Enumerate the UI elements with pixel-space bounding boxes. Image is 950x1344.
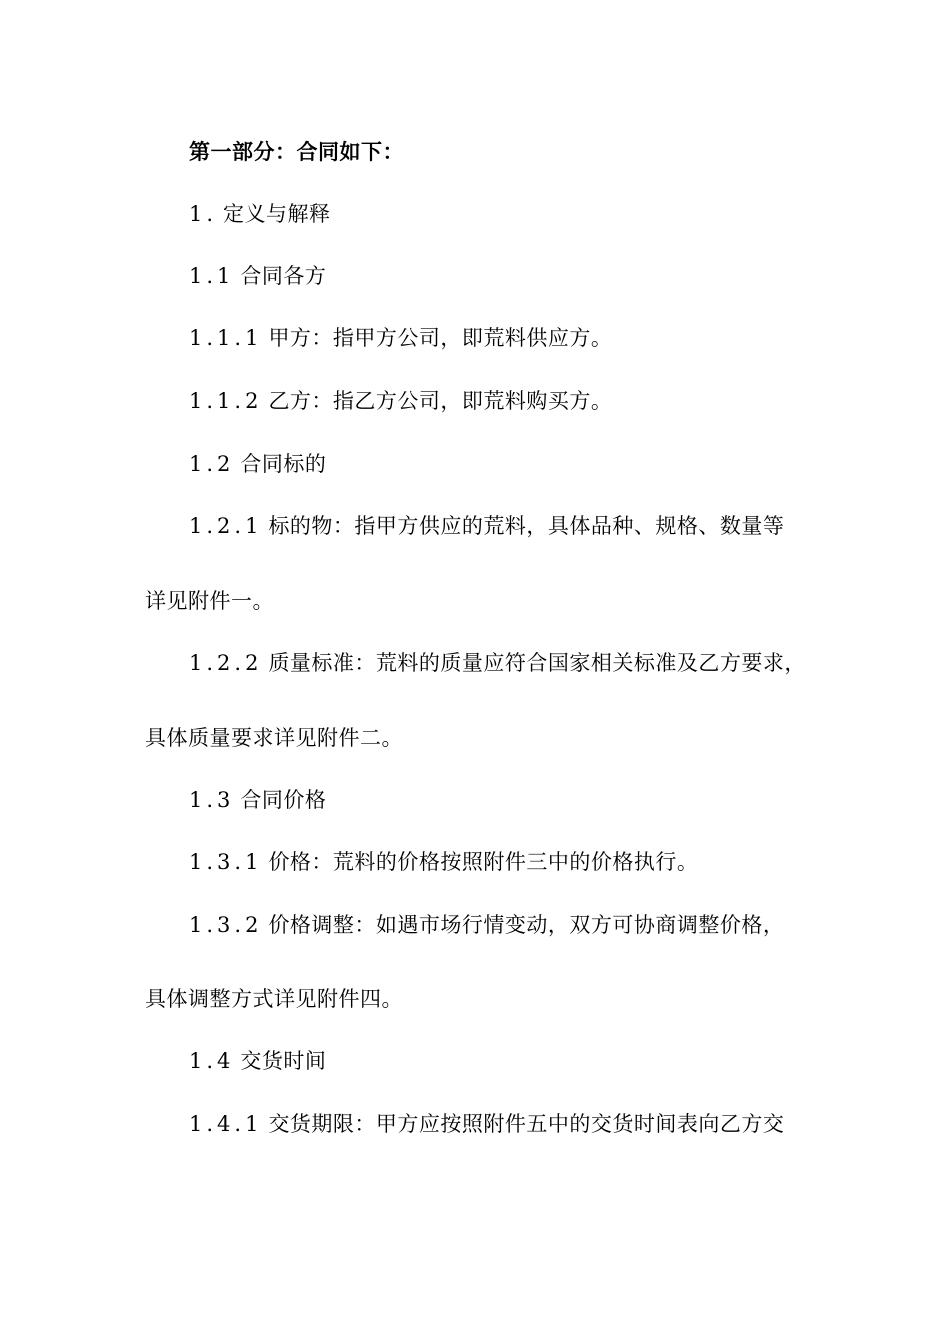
clause-text: 具体质量要求详见附件二。 (145, 726, 403, 750)
clause-number: 1.2.1 (189, 514, 263, 538)
clause-1-2-2 (189, 649, 889, 677)
clause-1-3-2 (189, 911, 889, 939)
clause-text: 合同价格 (240, 788, 327, 812)
clause-1-1 (189, 262, 889, 290)
clause-text: 甲方：指甲方公司，即荒料供应方。 (268, 326, 613, 350)
clause-text: 详见附件一。 (145, 589, 274, 613)
clause-1-3-2-continued (145, 985, 845, 1013)
clause-text: 定义与解释 (223, 202, 331, 226)
clause-number: 1. (189, 202, 218, 226)
clause-text: 交货期限：甲方应按照附件五中的交货时间表向乙方交 (268, 1112, 785, 1136)
clause-text: 合同标的 (240, 452, 327, 476)
clause-text: 乙方：指乙方公司，即荒料购买方。 (268, 389, 613, 413)
clause-number: 1.2 (189, 452, 235, 476)
section-heading: 第一部分：合同如下： (189, 140, 404, 164)
clause-number: 1.3.2 (189, 913, 263, 937)
clause-text: 具体调整方式详见附件四。 (145, 987, 403, 1011)
clause-1-2-1 (189, 512, 889, 540)
clause-number: 1.1 (189, 264, 235, 288)
clause-1-1-2 (189, 387, 889, 415)
clause-number: 1.4.1 (189, 1112, 263, 1136)
clause-1 (189, 200, 889, 228)
clause-1-3-1 (189, 848, 889, 876)
clause-1-1-1 (189, 324, 889, 352)
clause-text: 交货时间 (240, 1049, 327, 1073)
clause-number: 1.3.1 (189, 850, 263, 874)
clause-number: 1.2.2 (189, 651, 263, 675)
clause-text: 合同各方 (240, 264, 327, 288)
clause-1-4 (189, 1047, 889, 1075)
clause-1-2-2-continued (145, 724, 845, 752)
clause-text: 标的物：指甲方供应的荒料，具体品种、规格、数量等 (268, 514, 785, 538)
clause-1-4-1 (189, 1110, 889, 1138)
clause-text: 价格调整：如遇市场行情变动，双方可协商调整价格， (268, 913, 785, 937)
clause-1-2-1-continued (145, 587, 845, 615)
clause-1-3 (189, 786, 889, 814)
clause-number: 1.1.1 (189, 326, 263, 350)
clause-text: 价格：荒料的价格按照附件三中的价格执行。 (268, 850, 699, 874)
clause-number: 1.4 (189, 1049, 235, 1073)
clause-number: 1.1.2 (189, 389, 263, 413)
clause-text: 质量标准：荒料的质量应符合国家相关标准及乙方要求， (268, 651, 806, 675)
clause-number: 1.3 (189, 788, 235, 812)
clause-1-2 (189, 450, 889, 478)
